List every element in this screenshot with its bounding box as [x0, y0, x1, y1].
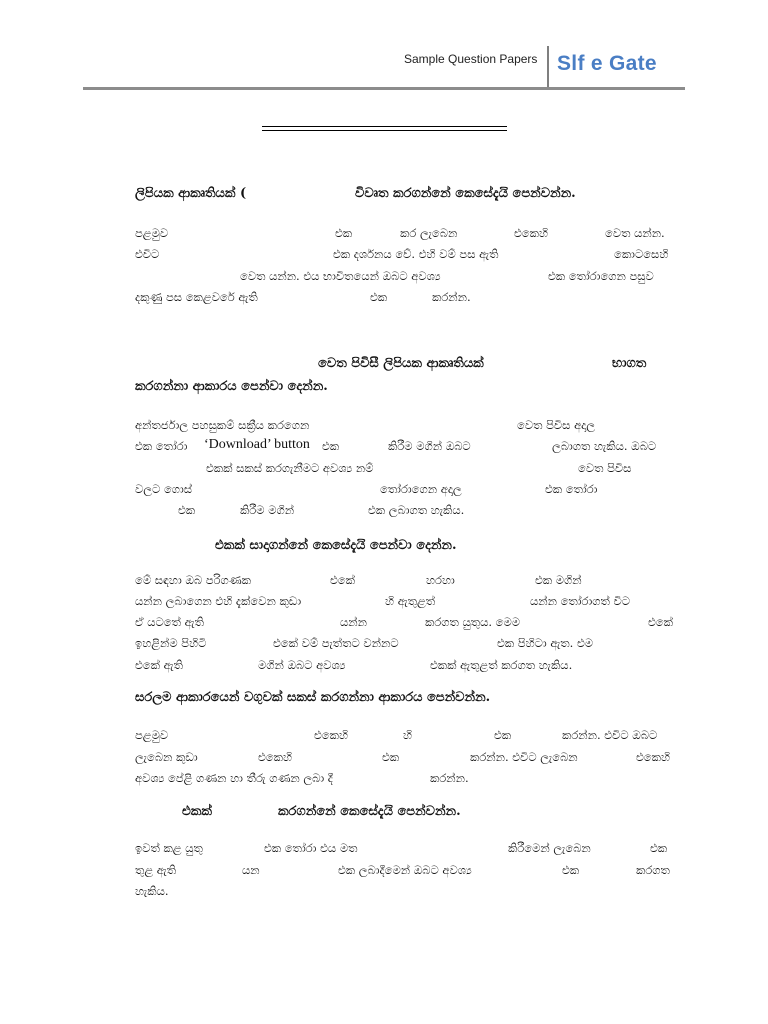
header-divider — [547, 46, 549, 88]
document-label: Sample Question Papers — [404, 52, 538, 66]
header-rule — [83, 87, 685, 90]
brand-logo: Slf e Gate — [557, 52, 657, 75]
title-rule-top — [262, 126, 507, 127]
title-rule-bottom — [262, 130, 507, 131]
